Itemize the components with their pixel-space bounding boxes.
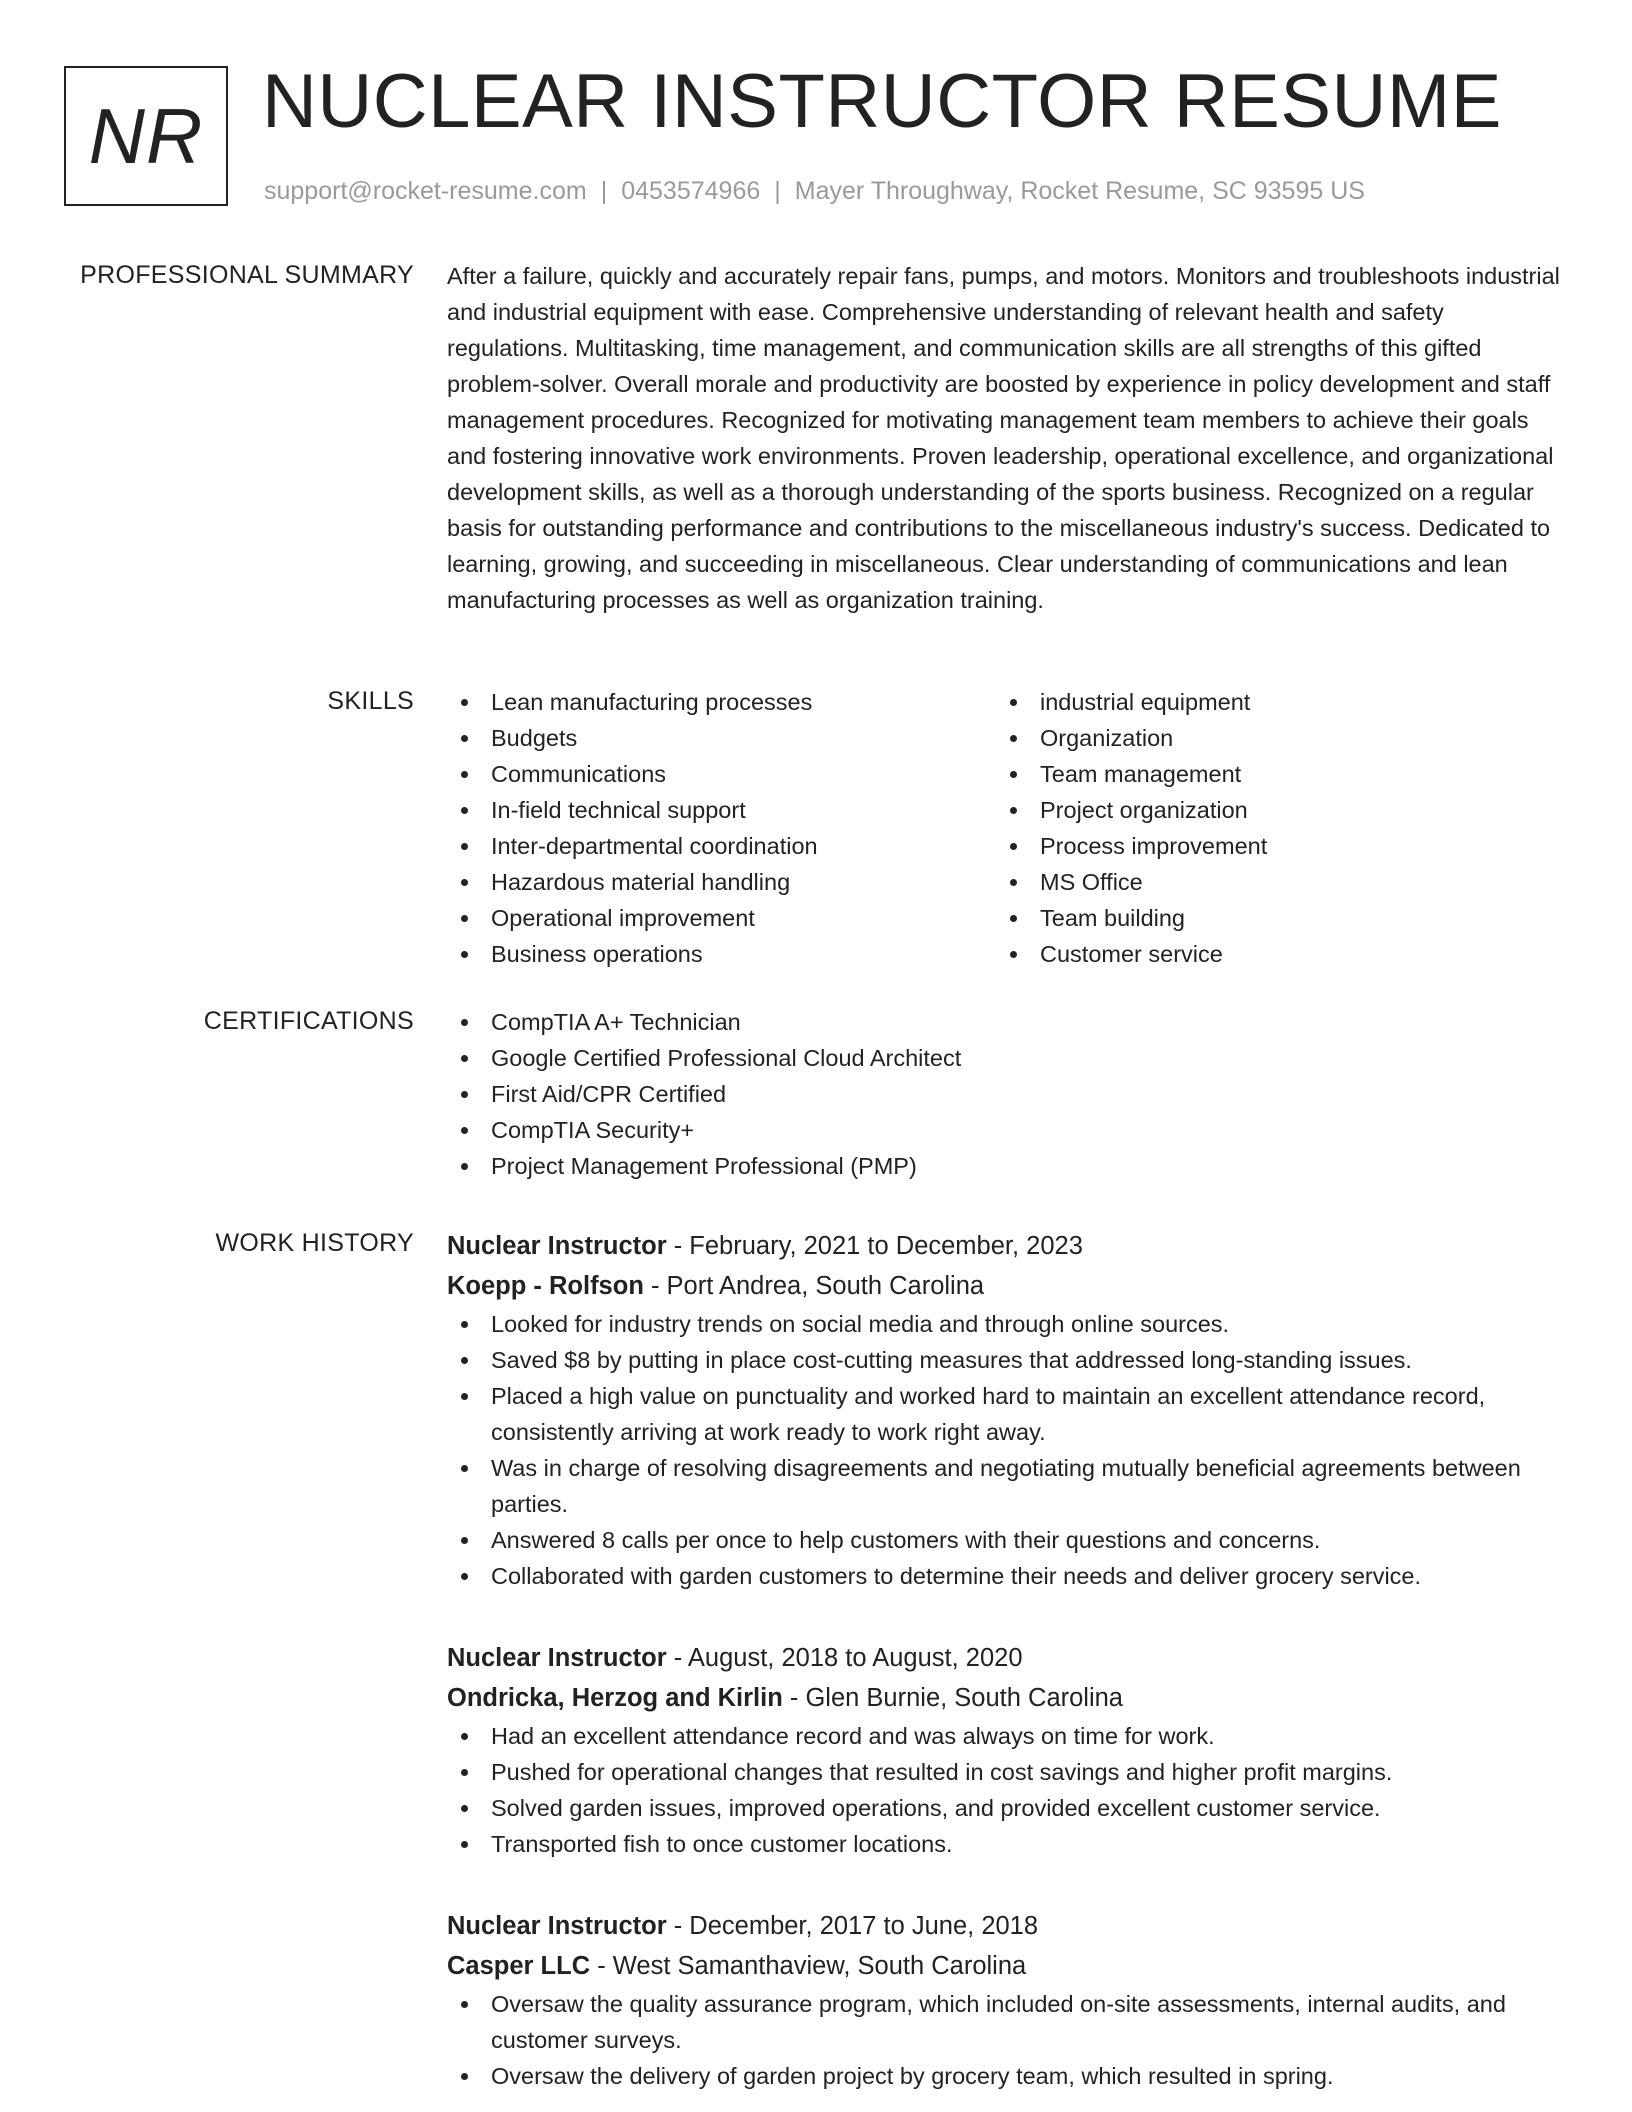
- skill-item: industrial equipment: [996, 684, 1545, 720]
- skill-item: MS Office: [996, 864, 1545, 900]
- job-entry: [447, 1226, 1567, 1594]
- skills-body: [447, 684, 1567, 972]
- contact-address: Mayer Throughway, Rocket Resume, SC 93595 US: [794, 177, 1365, 205]
- job-bullet: Placed a high value on punctuality and worked hard to maintain an excellent attendance record, consistently arriving at work ready to work right away.: [447, 1378, 1567, 1450]
- certification-item: CompTIA Security+: [447, 1112, 1567, 1148]
- certification-item: First Aid/CPR Certified: [447, 1076, 1567, 1112]
- job-company-line: [447, 1946, 1567, 1986]
- job-company: Casper LLC: [447, 1952, 591, 1980]
- skills-list-left: [447, 684, 996, 972]
- skill-item: Lean manufacturing processes: [447, 684, 996, 720]
- job-dates: - February, 2021 to December, 2023: [666, 1232, 1083, 1260]
- contact-separator: |: [600, 177, 608, 205]
- job-title-line: [447, 1906, 1567, 1946]
- certification-item: CompTIA A+ Technician: [447, 1004, 1567, 1040]
- certification-item: Google Certified Professional Cloud Architect: [447, 1040, 1567, 1076]
- skill-item: Budgets: [447, 720, 996, 756]
- contact-phone[interactable]: 0453574966: [621, 177, 761, 205]
- skills-heading: SKILLS: [327, 687, 414, 715]
- job-location: - Glen Burnie, South Carolina: [782, 1684, 1123, 1712]
- job-entry: [447, 1638, 1567, 1862]
- job-company-line: [447, 1266, 1567, 1306]
- work-history-heading: WORK HISTORY: [215, 1229, 414, 1257]
- certifications-heading: CERTIFICATIONS: [203, 1007, 414, 1035]
- job-bullet: Transported fish to once customer locations.: [447, 1826, 1567, 1862]
- skill-item: Business operations: [447, 936, 996, 972]
- skill-item: Process improvement: [996, 828, 1545, 864]
- job-title: Nuclear Instructor: [447, 1232, 667, 1260]
- skill-item: Customer service: [996, 936, 1545, 972]
- job-bullet: Collaborated with garden customers to determine their needs and deliver grocery service.: [447, 1558, 1567, 1594]
- certifications-body: [447, 1004, 1567, 1184]
- summary-heading: PROFESSIONAL SUMMARY: [80, 261, 414, 289]
- job-bullet: Saved $8 by putting in place cost-cutting measures that addressed long-standing issues.: [447, 1342, 1567, 1378]
- skill-item: Team management: [996, 756, 1545, 792]
- job-bullet: Pushed for operational changes that resulted in cost savings and higher profit margins.: [447, 1754, 1567, 1790]
- job-bullet: Was in charge of resolving disagreements and negotiating mutually beneficial agreements between parties.: [447, 1450, 1567, 1522]
- job-bullet-list: [447, 1306, 1567, 1594]
- skill-item: Hazardous material handling: [447, 864, 996, 900]
- skill-item: Communications: [447, 756, 996, 792]
- skill-item: Operational improvement: [447, 900, 996, 936]
- contact-line: [264, 176, 1365, 206]
- job-bullet-list: [447, 1986, 1567, 2094]
- job-company-line: [447, 1678, 1567, 1718]
- certification-item: Project Management Professional (PMP): [447, 1148, 1567, 1184]
- contact-email[interactable]: support@rocket-resume.com: [264, 177, 587, 205]
- job-location: - West Samanthaview, South Carolina: [590, 1952, 1027, 1980]
- summary-body: [447, 258, 1567, 618]
- skill-item: Inter-departmental coordination: [447, 828, 996, 864]
- skill-item: Organization: [996, 720, 1545, 756]
- skill-item: Team building: [996, 900, 1545, 936]
- job-bullet: Solved garden issues, improved operations, and provided excellent customer service.: [447, 1790, 1567, 1826]
- certifications-list: [447, 1004, 1567, 1184]
- skill-item: Project organization: [996, 792, 1545, 828]
- job-title-line: [447, 1226, 1567, 1266]
- job-dates: - August, 2018 to August, 2020: [666, 1644, 1023, 1672]
- job-bullet-list: [447, 1718, 1567, 1862]
- job-title: Nuclear Instructor: [447, 1644, 667, 1672]
- skill-item: In-field technical support: [447, 792, 996, 828]
- job-bullet: Looked for industry trends on social media and through online sources.: [447, 1306, 1567, 1342]
- job-bullet: Had an excellent attendance record and was always on time for work.: [447, 1718, 1567, 1754]
- job-dates: - December, 2017 to June, 2018: [666, 1912, 1039, 1940]
- job-bullet: Answered 8 calls per once to help customers with their questions and concerns.: [447, 1522, 1567, 1558]
- job-company: Ondricka, Herzog and Kirlin: [447, 1684, 783, 1712]
- contact-separator: |: [774, 177, 781, 205]
- job-title: Nuclear Instructor: [447, 1912, 667, 1940]
- skills-list-right: [996, 684, 1545, 972]
- summary-text: After a failure, quickly and accurately repair fans, pumps, and motors. Monitors and troubleshoots industrial and industrial equipment with ease. Comprehensive understanding of relevant health and safety regulations. Multitasking, time management, and communication skills are all strengths of this gifted problem-solver. Overall morale and productivity are boosted by experience in policy development and staff management procedures. Recognized for motivating management team members to achieve their goals and fostering innovative work environments. Proven leadership, operational excellence, and organizational development skills, as well as a thorough understanding of the sports business. Recognized on a regular basis for outstanding performance and contributions to the miscellaneous industry's success. Dedicated to learning, growing, and succeeding in miscellaneous. Clear understanding of communications and lean manufacturing processes as well as organization training.: [447, 263, 1560, 613]
- job-entry: [447, 1906, 1567, 2094]
- job-bullet: Oversaw the quality assurance program, which included on-site assessments, internal audits, and customer surveys.: [447, 1986, 1567, 2058]
- work-history-body: [447, 1226, 1567, 2094]
- job-title-line: [447, 1638, 1567, 1678]
- job-company: Koepp - Rolfson: [447, 1272, 644, 1300]
- job-location: - Port Andrea, South Carolina: [643, 1272, 985, 1300]
- job-bullet: Oversaw the delivery of garden project by grocery team, which resulted in spring.: [447, 2058, 1567, 2094]
- monogram-logo: NR: [64, 66, 228, 206]
- page-title: NUCLEAR INSTRUCTOR RESUME: [262, 59, 1502, 144]
